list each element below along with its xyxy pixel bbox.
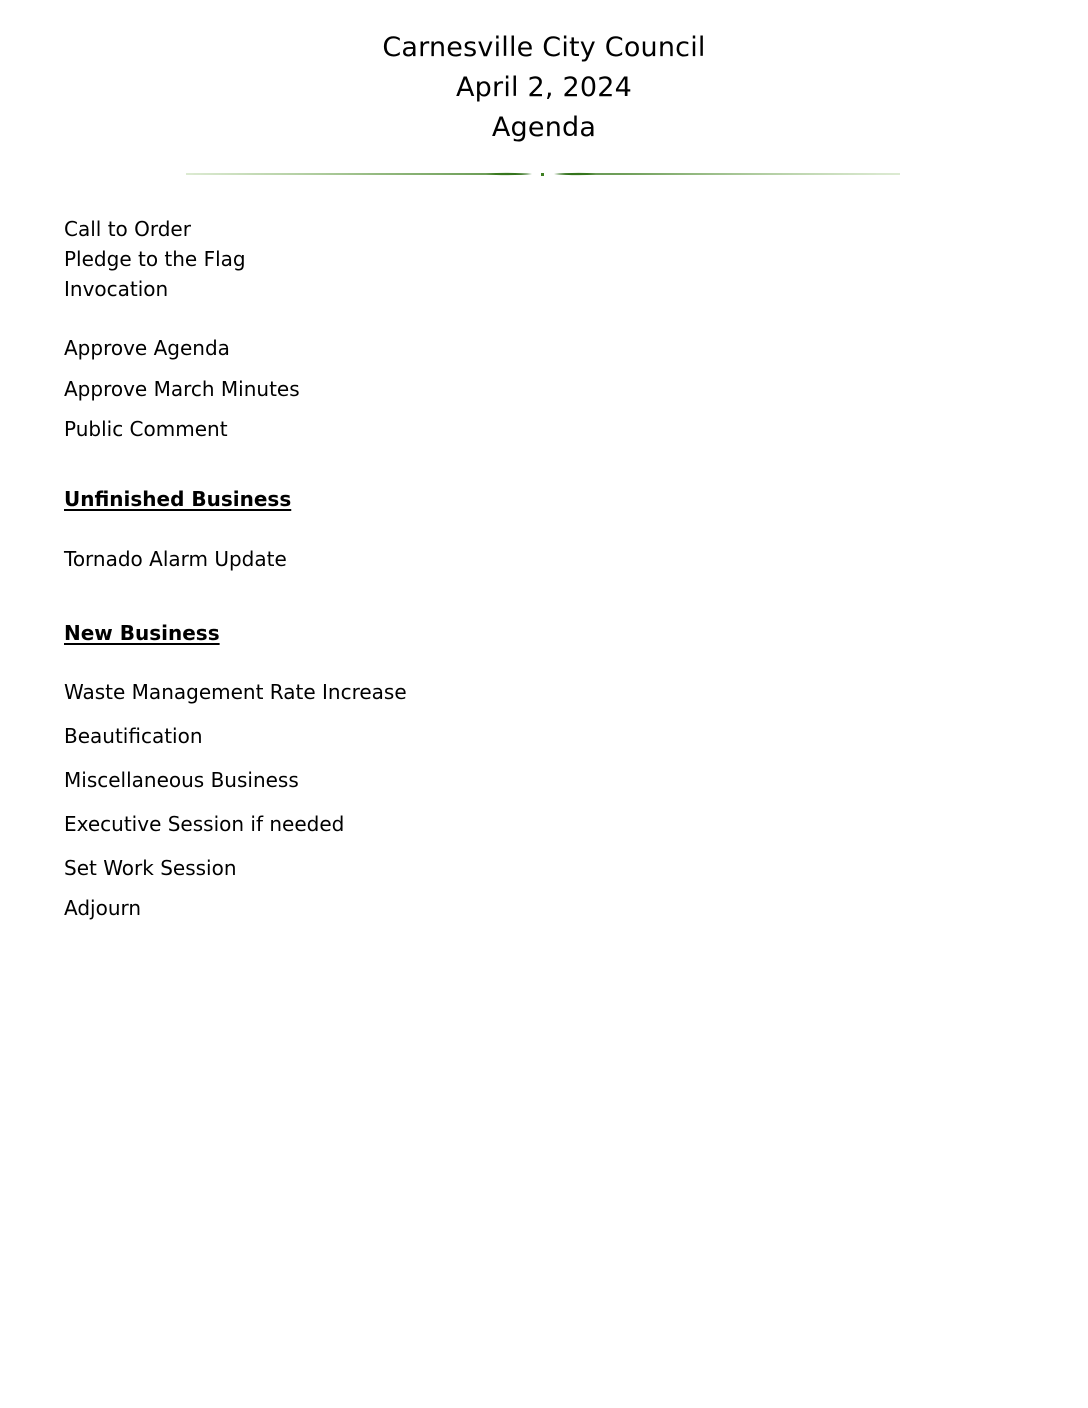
agenda-item-work-session: Set Work Session (64, 856, 237, 880)
new-business-heading: New Business (64, 621, 220, 645)
agenda-header (0, 28, 1088, 148)
agenda-item-public-comment: Public Comment (64, 417, 228, 441)
unfinished-business-heading: Unfinished Business (64, 487, 292, 511)
agenda-item-call-to-order: Call to Order (64, 217, 191, 241)
agenda-item-invocation: Invocation (64, 277, 169, 301)
agenda-item-tornado-alarm: Tornado Alarm Update (64, 547, 287, 571)
council-title: Carnesville City Council (382, 32, 706, 63)
agenda-item-misc-business: Miscellaneous Business (64, 768, 299, 792)
decorative-divider (186, 168, 900, 180)
agenda-item-approve-minutes: Approve March Minutes (64, 377, 300, 401)
meeting-date: April 2, 2024 (456, 72, 632, 103)
agenda-item-beautification: Beautification (64, 724, 203, 748)
agenda-item-approve-agenda: Approve Agenda (64, 336, 230, 360)
agenda-item-adjourn: Adjourn (64, 896, 142, 920)
agenda-item-executive-session: Executive Session if needed (64, 812, 345, 836)
agenda-item-waste-management: Waste Management Rate Increase (64, 680, 407, 704)
agenda-title: Agenda (491, 112, 597, 143)
agenda-item-pledge: Pledge to the Flag (64, 247, 246, 271)
